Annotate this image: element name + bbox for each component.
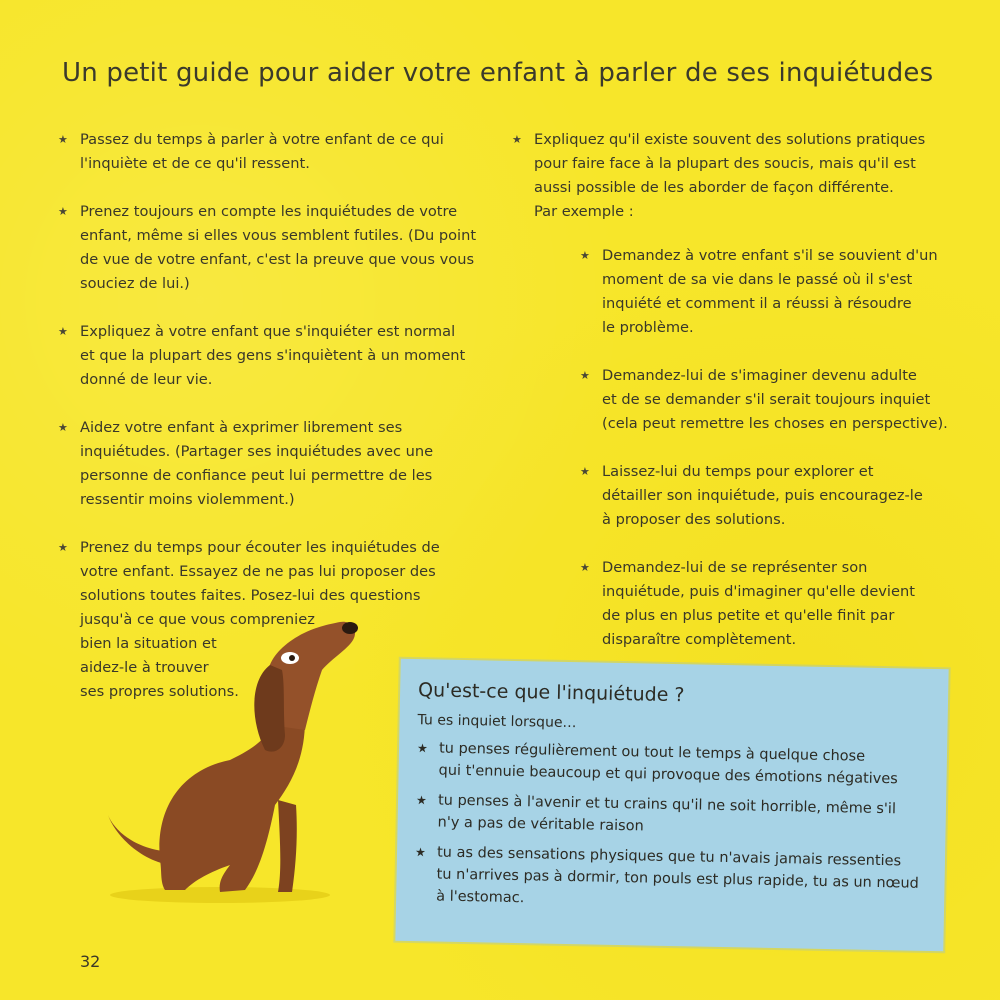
text-line: tu penses régulièrement ou tout le temps à quelque chose <box>438 740 866 765</box>
worry-sign-text <box>437 790 928 843</box>
text-line: Prenez toujours en compte les inquiétudes de votre <box>80 203 458 220</box>
guide-list-item <box>58 200 488 296</box>
box-title: Qu'est-ce que l'inquiétude ? <box>417 679 685 707</box>
worry-sign-text <box>436 842 927 917</box>
guide-list-item <box>58 320 488 392</box>
dachshund-illustration <box>100 610 370 910</box>
text-line: (cela peut remettre les choses en perspective). <box>602 415 948 432</box>
guide-item-text <box>80 416 488 512</box>
text-line: aussi possible de les aborder de façon différente. <box>534 179 894 196</box>
text-line: Demandez-lui de s'imaginer devenu adulte <box>602 367 917 384</box>
worry-sign-item <box>416 737 929 791</box>
example-sub-item <box>580 556 952 652</box>
guide-item-text <box>80 128 488 176</box>
star-bullet-icon: ★ <box>580 465 590 478</box>
text-line: personne de confiance peut lui permettre de les <box>80 467 433 484</box>
text-line: donné de leur vie. <box>80 371 213 388</box>
worry-sign-item <box>415 789 928 843</box>
star-bullet-icon: ★ <box>58 421 68 434</box>
star-bullet-icon: ★ <box>414 845 426 860</box>
dog-ear <box>254 665 285 752</box>
text-line: Aidez votre enfant à exprimer librement ses <box>80 419 403 436</box>
box-intro: Tu es inquiet lorsque… <box>417 712 577 732</box>
text-line: solutions toutes faites. Posez-lui des questions <box>80 587 421 604</box>
text-line: de vue de votre enfant, c'est la preuve que vous vous <box>80 251 475 268</box>
worry-sign-text <box>438 738 929 791</box>
text-line: le problème. <box>602 319 694 336</box>
right-column <box>512 128 952 676</box>
star-bullet-icon: ★ <box>58 325 68 338</box>
text-line: l'inquiète et de ce qu'il ressent. <box>80 155 310 172</box>
example-item-text <box>602 364 952 436</box>
example-sub-item <box>580 244 952 340</box>
example-item-text <box>602 556 952 652</box>
example-item-text <box>602 244 952 340</box>
text-line: à proposer des solutions. <box>602 511 786 528</box>
guide-item-text <box>80 320 488 392</box>
text-line: tu n'arrives pas à dormir, ton pouls est plus rapide, tu as un nœud <box>436 866 919 892</box>
text-line: Demandez-lui de se représenter son <box>602 559 868 576</box>
dog-nose <box>342 622 358 634</box>
text-line: moment de sa vie dans le passé où il s'est <box>602 271 913 288</box>
star-bullet-icon: ★ <box>58 541 68 554</box>
worry-sign-item <box>414 841 927 917</box>
text-line: Prenez du temps pour écouter les inquiétudes de <box>80 539 440 556</box>
text-line: enfant, même si elles vous semblent futiles. (Du point <box>80 227 477 244</box>
star-bullet-icon: ★ <box>580 249 590 262</box>
text-line: pour faire face à la plupart des soucis, mais qu'il est <box>534 155 916 172</box>
guide-item-text <box>534 128 952 224</box>
text-line: Expliquez qu'il existe souvent des solutions pratiques <box>534 131 926 148</box>
star-bullet-icon: ★ <box>415 793 427 808</box>
example-item-text <box>602 460 952 532</box>
text-line: tu as des sensations physiques que tu n'avais jamais ressenties <box>436 844 902 870</box>
text-line: Demandez à votre enfant s'il se souvient d'un <box>602 247 938 264</box>
text-line: Laissez-lui du temps pour explorer et <box>602 463 874 480</box>
guide-list-item <box>512 128 952 224</box>
text-line: disparaître complètement. <box>602 631 797 648</box>
star-bullet-icon: ★ <box>58 133 68 146</box>
text-line: votre enfant. Essayez de ne pas lui proposer des <box>80 563 436 580</box>
dog-pupil <box>289 655 295 661</box>
text-line: souciez de lui.) <box>80 275 190 292</box>
text-line: de plus en plus petite et qu'elle finit par <box>602 607 895 624</box>
text-line: et de se demander s'il serait toujours inquiet <box>602 391 931 408</box>
star-bullet-icon: ★ <box>580 369 590 382</box>
text-line: et que la plupart des gens s'inquiètent à un moment <box>80 347 466 364</box>
text-line: inquiété et comment il a réussi à résoudre <box>602 295 912 312</box>
text-line: tu penses à l'avenir et tu crains qu'il ne soit horrible, même s'il <box>437 792 897 818</box>
star-bullet-icon: ★ <box>416 741 428 756</box>
text-line: qui t'ennuie beaucoup et qui provoque des émotions négatives <box>438 762 898 788</box>
worry-info-box <box>395 659 948 951</box>
text-line: détailler son inquiétude, puis encouragez-le <box>602 487 923 504</box>
example-sub-item <box>580 460 952 532</box>
guide-list-item <box>58 128 488 176</box>
page-number: 32 <box>80 952 101 971</box>
example-sub-item <box>580 364 952 436</box>
dog-front-leg <box>278 800 297 892</box>
text-line: inquiétudes. (Partager ses inquiétudes avec une <box>80 443 434 460</box>
text-line: inquiétude, puis d'imaginer qu'elle devient <box>602 583 915 600</box>
star-bullet-icon: ★ <box>580 561 590 574</box>
guide-list-item <box>58 416 488 512</box>
text-line: ses propres solutions. <box>80 683 239 700</box>
text-line: Passez du temps à parler à votre enfant de ce qui <box>80 131 444 148</box>
text-line: aidez-le à trouver <box>80 659 209 676</box>
star-bullet-icon: ★ <box>512 133 522 146</box>
text-line: ressentir moins violemment.) <box>80 491 295 508</box>
text-line: bien la situation et <box>80 635 217 652</box>
text-line: n'y a pas de véritable raison <box>437 814 644 835</box>
text-line: Expliquez à votre enfant que s'inquiéter est normal <box>80 323 456 340</box>
star-bullet-icon: ★ <box>58 205 68 218</box>
page-title: Un petit guide pour aider votre enfant à parler de ses inquiétudes <box>62 58 934 88</box>
text-line: jusqu'à ce que vous compreniez <box>80 611 315 628</box>
guide-item-text <box>80 200 488 296</box>
text-line: Par exemple : <box>534 203 634 220</box>
text-line: à l'estomac. <box>436 888 525 907</box>
